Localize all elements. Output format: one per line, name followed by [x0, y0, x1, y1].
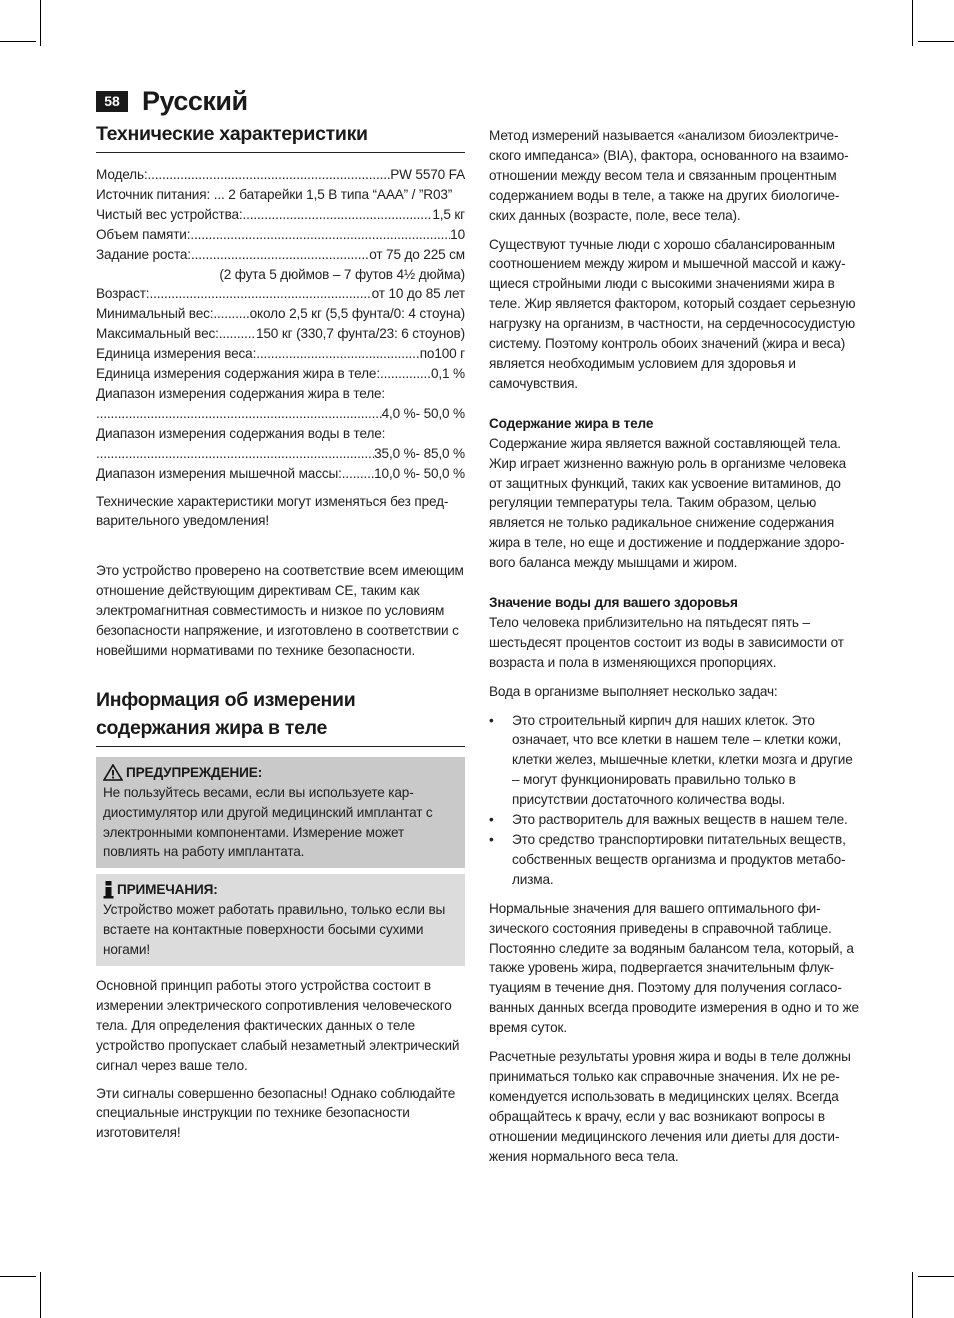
- spec-value: 10: [450, 226, 465, 242]
- info-icon: [103, 881, 114, 899]
- reference-paragraph: Расчетные результаты уровня жира и воды в теле должны приниматься только как справочные значения. Их не рекомендуется использовать в медицинских целях. Всегда обращайтесь к врачу, если у вас возникают вопросы в отношении медицинского лечения или диеты для достижения нормального веса тела.: [489, 1049, 851, 1164]
- spec-key: Возраст:: [96, 286, 150, 302]
- spec-row: [96, 304, 465, 324]
- normal-values-paragraph: Нормальные значения для вашего оптимального физического состояния приведены в справочной таблице. Постоянно следите за водяным балансом тела, который, а также уровень жира, подвергается значительным флуктуациям в течение дня. Поэтому для получения согласованных данных всегда проводите измерения в одно и то же время суток.: [489, 900, 859, 1036]
- crop-mark: [0, 1276, 36, 1277]
- spec-key: Минимальный вес:: [96, 306, 214, 322]
- spec-row: [96, 205, 465, 225]
- spec-key: Единица измерения содержания жира в теле:: [96, 366, 380, 382]
- changes-notice: Технические характеристики могут изменяться без предварительного уведомления!: [96, 493, 449, 529]
- list-item: • Это строительный кирпич для наших клеток. Это означает, что все клетки в нашем теле – клетки кожи, клетки желез, мышечные клетки, клетки мозга и другие – могут функционировать правильно только в присутствии достаточного количества воды.: [489, 711, 859, 811]
- crop-mark: [918, 1276, 954, 1277]
- spec-key: Модель:: [96, 167, 148, 182]
- spec-row: [96, 225, 465, 245]
- spec-value: 0,1 %: [430, 366, 465, 382]
- spec-row: [96, 185, 465, 205]
- note-box: [96, 874, 465, 966]
- crop-mark: [912, 0, 913, 46]
- spec-value: 1,5 кг: [432, 206, 465, 222]
- spec-row: [96, 324, 465, 344]
- list-item: • Это средство транспортировки питательных веществ, собственных веществ организма и продуктов метаболизма.: [489, 830, 859, 890]
- spec-value: по100 г: [419, 346, 465, 362]
- spec-row: [96, 444, 465, 464]
- note-title: [103, 880, 458, 900]
- warning-title-text: ПРЕДУПРЕЖДЕНИЕ:: [126, 764, 263, 780]
- water-tasks-list: [489, 711, 859, 890]
- crop-mark: [0, 41, 36, 42]
- ce-notice: Это устройство проверено на соответствие всем имеющим отношение действующим директивам CE, таким как электромагнитная совместимость и низкое по условиям безопасности напряжение, и изготовлено в соответствии с новейшими нормативами по технике безопасности.: [96, 563, 464, 658]
- specs-list: [96, 165, 465, 484]
- list-item: • Это растворитель для важных веществ в нашем теле.: [489, 810, 859, 830]
- spec-key: Объем памяти:: [96, 226, 191, 242]
- bia-paragraph: Метод измерений называется «анализом биоэлектрического импеданса» (BIA), фактора, основанного на взаимоотношении между весом тела и связанным процентным содержанием воды в теле, а также на других биологических данных (возрасте, поле, весе тела).: [489, 128, 849, 223]
- muscle-range-value: 10,0 %- 50,0 %: [374, 465, 465, 481]
- fat-paragraph: Содержание жира является важной составляющей тела. Жир играет жизненно важную роль в организме человека от защитных функций, таких как усвоение витаминов, до регуляции температуры тела. Таким образом, целью является не только радикальное снижение содержания жира в теле, но еще и достижение и поддержание здорового баланса между мышцами и жиром.: [489, 435, 847, 571]
- note-title-text: ПРИМЕЧАНИЯ:: [117, 882, 218, 898]
- spec-row: [96, 364, 465, 384]
- spec-value: от 75 до 225 см: [369, 246, 465, 262]
- warning-title: [103, 763, 458, 783]
- spec-key: Чистый вес устройства:: [96, 206, 243, 222]
- principle-paragraph: Основной принцип работы этого устройства состоит в измерении электрического сопротивления человеческого тела. Для определения фактических данных о теле устройство пропускает слабый незаметный электрический сигнал через ваше тело.: [96, 978, 460, 1073]
- page-header: [96, 86, 248, 117]
- left-column: [96, 120, 465, 1143]
- note-text: Устройство может работать правильно, только если вы встаете на контактные поверхности босыми сухими ногами!: [103, 902, 446, 958]
- water-range-value: 35,0 %- 85,0 %: [374, 445, 465, 461]
- spec-value: PW 5570 FA: [390, 167, 465, 182]
- page-number: 58: [96, 91, 128, 112]
- spec-row: [96, 344, 465, 364]
- crop-mark: [40, 0, 41, 46]
- info-heading-line-2: содержания жира в теле: [96, 716, 328, 739]
- spec-row: [96, 245, 465, 265]
- spec-value: от 10 до 85 лет: [371, 286, 465, 302]
- spec-row: [96, 404, 465, 424]
- fat-range-value: 4,0 %- 50,0 %: [381, 405, 465, 421]
- spec-key: Единица измерения веса:: [96, 346, 257, 362]
- muscle-range-label: Диапазон измерения мышечной массы:: [96, 465, 342, 481]
- spec-value: около 2,5 кг (5,5 фунта/0: 4 стоуна): [249, 306, 465, 322]
- info-heading-line-1: Информация об измерении: [96, 688, 356, 711]
- balance-paragraph: Существуют тучные люди с хорошо сбалансированным соотношением между жиром и мышечной массой и кажущиеся стройными люди с высокими значениями жира в теле. Жир является фактором, который создает серьезную нагрузку на организм, в частности, на сердечнососудистую систему. Поэтому контроль обоих значений (жира и веса) является необходимым условием для здоровья и самочувствия.: [489, 236, 856, 391]
- height-note: (2 фута 5 дюймов – 7 футов 4½ дюйма): [219, 266, 465, 282]
- spec-row: [96, 464, 465, 484]
- crop-mark: [918, 41, 954, 42]
- water-paragraph: Тело человека приблизительно на пятьдесят пять – шестьдесят процентов состоит из воды в зависимости от возраста и пола в изменяющихся пропорциях.: [489, 614, 844, 670]
- spec-key: Источник питания: ... 2 батарейки 1,5 В типа “AAA” / ”R03”: [96, 186, 453, 202]
- spec-key: Максимальный вес:: [96, 326, 219, 342]
- water-heading: Значение воды для вашего здоровья: [489, 595, 738, 611]
- crop-mark: [912, 1272, 913, 1318]
- fat-range-label: Диапазон измерения содержания жира в теле:: [96, 385, 386, 401]
- tasks-paragraph: Вода в организме выполняет несколько задач:: [489, 683, 778, 699]
- right-column: [489, 126, 859, 1167]
- spec-row: [96, 165, 465, 185]
- warning-icon: [103, 764, 123, 781]
- language-title: Русский: [142, 86, 248, 116]
- crop-mark: [40, 1272, 41, 1318]
- info-heading: [96, 686, 465, 747]
- warning-box: [96, 757, 465, 869]
- safety-paragraph: Эти сигналы совершенно безопасны! Однако соблюдайте специальные инструкции по технике безопасности изготовителя!: [96, 1085, 456, 1141]
- spec-value: 150 кг (330,7 фунта/23: 6 стоунов): [255, 326, 465, 342]
- spec-key: Задание роста:: [96, 246, 191, 262]
- spec-row: [96, 284, 465, 304]
- water-range-label: Диапазон измерения содержания воды в теле:: [96, 425, 386, 441]
- warning-text: Не пользуйтесь весами, если вы используете кардиостимулятор или другой медицинский имплантат с электронными компонентами. Измерение может повлиять на работу имплантата.: [103, 784, 433, 860]
- fat-heading: Содержание жира в теле: [489, 415, 654, 431]
- specs-heading: Технические характеристики: [96, 120, 465, 153]
